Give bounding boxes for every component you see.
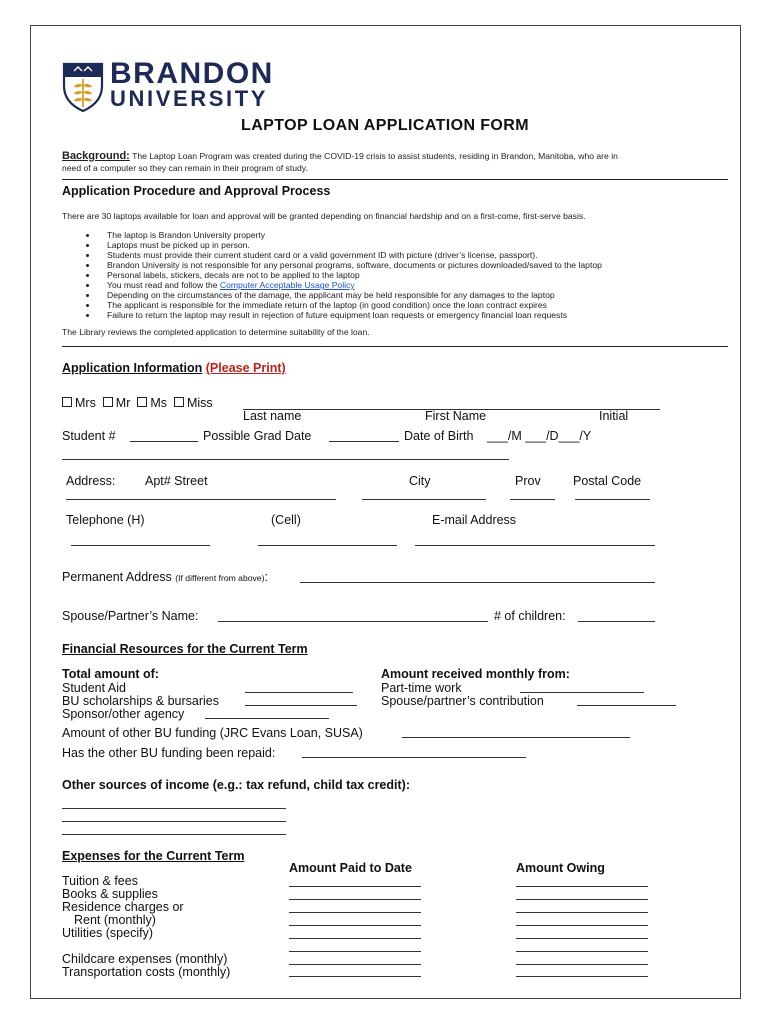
owing-field[interactable] xyxy=(516,886,648,887)
street-label: Apt# Street xyxy=(145,474,208,488)
checkbox[interactable] xyxy=(137,397,147,407)
other-sources-field-1[interactable] xyxy=(62,808,286,809)
expense-transportation-label: Transportation costs (monthly) xyxy=(62,965,231,979)
checkbox[interactable] xyxy=(174,397,184,407)
permanent-address-field[interactable] xyxy=(300,582,655,583)
procedure-heading: Application Procedure and Approval Process xyxy=(62,184,331,198)
salutation-miss[interactable]: Miss xyxy=(174,396,213,410)
initial-label: Initial xyxy=(599,409,629,423)
checkbox[interactable] xyxy=(103,397,113,407)
salutation-options xyxy=(62,396,213,410)
sponsor-label: Sponsor/other agency xyxy=(62,707,185,721)
list-item: Laptops must be picked up in person. xyxy=(62,240,722,250)
other-sources-label: Other sources of income (e.g.: tax refund, child tax credit): xyxy=(62,778,410,792)
last-name-label: Last name xyxy=(243,409,302,423)
procedure-intro: There are 30 laptops available for loan and approval will be granted depending on financial hardship and on a first-come, first-serve basis. xyxy=(62,211,586,221)
permanent-address-label-row: Permanent Address (If different from above): xyxy=(62,570,268,584)
background-paragraph xyxy=(62,151,618,162)
list-item: Brandon University is not responsible for any personal programs, software, documents or pictures downloaded/saved to the laptop xyxy=(62,260,722,270)
postal-code-label: Postal Code xyxy=(573,474,642,488)
paid-field[interactable] xyxy=(289,938,421,939)
part-time-field[interactable] xyxy=(520,692,644,693)
list-item: Depending on the circumstances of the damage, the applicant may be held responsible for any damages to the laptop xyxy=(62,290,722,300)
other-bu-funding-label: Amount of other BU funding (JRC Evans Loan, SUSA) xyxy=(62,726,363,740)
email-label: E-mail Address xyxy=(432,513,517,527)
review-note: The Library reviews the completed application to determine suitability of the loan. xyxy=(62,327,370,337)
date-of-birth-label: Date of Birth xyxy=(404,429,474,443)
permanent-address-note: (If different from above) xyxy=(175,573,265,583)
address-label: Address: xyxy=(66,474,116,488)
list-item: Personal labels, stickers, decals are not to be applied to the laptop xyxy=(62,270,722,280)
monthly-heading: Amount received monthly from: xyxy=(381,667,570,681)
province-label: Prov xyxy=(515,474,541,488)
paid-field[interactable] xyxy=(289,925,421,926)
other-sources-field-2[interactable] xyxy=(62,821,286,822)
student-number-label: Student # xyxy=(62,429,116,443)
amount-paid-column-header: Amount Paid to Date xyxy=(289,861,412,875)
cell-field[interactable] xyxy=(258,545,397,546)
email-field[interactable] xyxy=(415,545,655,546)
please-print-note: (Please Print) xyxy=(205,361,286,375)
grad-date-label: Possible Grad Date xyxy=(203,429,312,443)
owing-field[interactable] xyxy=(516,938,648,939)
bu-scholarships-field[interactable] xyxy=(245,705,357,706)
background-text-2: need of a computer so they can remain in their program of study. xyxy=(62,163,308,173)
salutation-mr[interactable]: Mr xyxy=(103,396,131,410)
list-item: Failure to return the laptop may result in rejection of future equipment loan requests or emergency financial loan requests xyxy=(62,310,722,320)
list-item: Students must provide their current student card or a valid government ID with picture (driver’s license, passport). xyxy=(62,250,722,260)
paid-field[interactable] xyxy=(289,964,421,965)
expenses-heading: Expenses for the Current Term xyxy=(62,849,245,863)
owing-field[interactable] xyxy=(516,964,648,965)
total-amount-heading: Total amount of: xyxy=(62,667,159,681)
city-field[interactable] xyxy=(362,499,486,500)
permanent-address-label: Permanent Address xyxy=(62,570,172,584)
owing-field[interactable] xyxy=(516,925,648,926)
student-number-field[interactable] xyxy=(130,441,198,442)
section-divider xyxy=(62,179,728,180)
application-info-heading-row xyxy=(62,361,286,375)
procedure-bullet-list xyxy=(62,230,722,320)
postal-code-field[interactable] xyxy=(575,499,650,500)
telephone-home-label: Telephone (H) xyxy=(66,513,145,527)
telephone-home-field[interactable] xyxy=(71,545,210,546)
paid-field[interactable] xyxy=(289,899,421,900)
section-divider xyxy=(62,346,728,347)
extra-line-field[interactable] xyxy=(62,459,509,460)
salutation-mrs[interactable]: Mrs xyxy=(62,396,96,410)
salutation-ms[interactable]: Ms xyxy=(137,396,167,410)
paid-field[interactable] xyxy=(289,976,421,977)
student-aid-label: Student Aid xyxy=(62,681,126,695)
spouse-name-field[interactable] xyxy=(218,621,488,622)
first-name-label: First Name xyxy=(425,409,487,423)
spouse-contribution-field[interactable] xyxy=(577,705,676,706)
paid-field[interactable] xyxy=(289,886,421,887)
province-field[interactable] xyxy=(510,499,555,500)
financial-heading: Financial Resources for the Current Term xyxy=(62,642,308,656)
spouse-name-label: Spouse/Partner’s Name: xyxy=(62,609,199,623)
expense-utilities-label: Utilities (specify) xyxy=(62,926,153,940)
background-text-1: The Laptop Loan Program was created during the COVID-19 crisis to assist students, residing in Brandon, Manitoba, who are in xyxy=(132,151,618,161)
paid-field[interactable] xyxy=(289,912,421,913)
policy-prefix: You must read and follow the xyxy=(107,280,220,290)
university-crest-icon xyxy=(62,62,104,112)
checkbox[interactable] xyxy=(62,397,72,407)
other-bu-funding-field[interactable] xyxy=(402,737,630,738)
expense-books-label: Books & supplies xyxy=(62,887,158,901)
repaid-field[interactable] xyxy=(302,757,526,758)
repaid-label: Has the other BU funding been repaid: xyxy=(62,746,276,760)
part-time-label: Part-time work xyxy=(381,681,462,695)
logo-wordmark-brandon: BRANDON xyxy=(110,57,274,90)
sponsor-field[interactable] xyxy=(205,718,329,719)
grad-date-field[interactable] xyxy=(329,441,399,442)
background-label: Background: xyxy=(62,150,130,162)
owing-field[interactable] xyxy=(516,912,648,913)
bu-scholarships-label: BU scholarships & bursaries xyxy=(62,694,220,708)
spouse-contribution-label: Spouse/partner’s contribution xyxy=(381,694,544,708)
children-field[interactable] xyxy=(578,621,655,622)
other-sources-field-3[interactable] xyxy=(62,834,286,835)
owing-field[interactable] xyxy=(516,951,648,952)
date-of-birth-field[interactable]: ___/M ___/D___/Y xyxy=(487,429,592,443)
list-item-policy xyxy=(62,280,722,290)
owing-field[interactable] xyxy=(516,899,648,900)
expense-tuition-label: Tuition & fees xyxy=(62,874,138,888)
logo-wordmark-university: UNIVERSITY xyxy=(110,86,269,111)
usage-policy-link[interactable]: Computer Acceptable Usage Policy xyxy=(219,280,355,290)
expense-residence-label: Residence charges or xyxy=(62,900,184,914)
paid-field[interactable] xyxy=(289,951,421,952)
student-aid-field[interactable] xyxy=(245,692,353,693)
street-field[interactable] xyxy=(66,499,336,500)
cell-label: (Cell) xyxy=(271,513,301,527)
form-title: LAPTOP LOAN APPLICATION FORM xyxy=(241,117,529,134)
owing-field[interactable] xyxy=(516,976,648,977)
amount-owing-column-header: Amount Owing xyxy=(516,861,605,875)
expense-rent-label: Rent (monthly) xyxy=(74,913,156,927)
list-item: The applicant is responsible for the immediate return of the laptop (in good condition) once the loan contract expires xyxy=(62,300,722,310)
city-label: City xyxy=(409,474,431,488)
children-label: # of children: xyxy=(494,609,566,623)
list-item: The laptop is Brandon University property xyxy=(62,230,722,240)
application-info-heading: Application Information xyxy=(62,361,203,375)
expense-childcare-label: Childcare expenses (monthly) xyxy=(62,952,228,966)
